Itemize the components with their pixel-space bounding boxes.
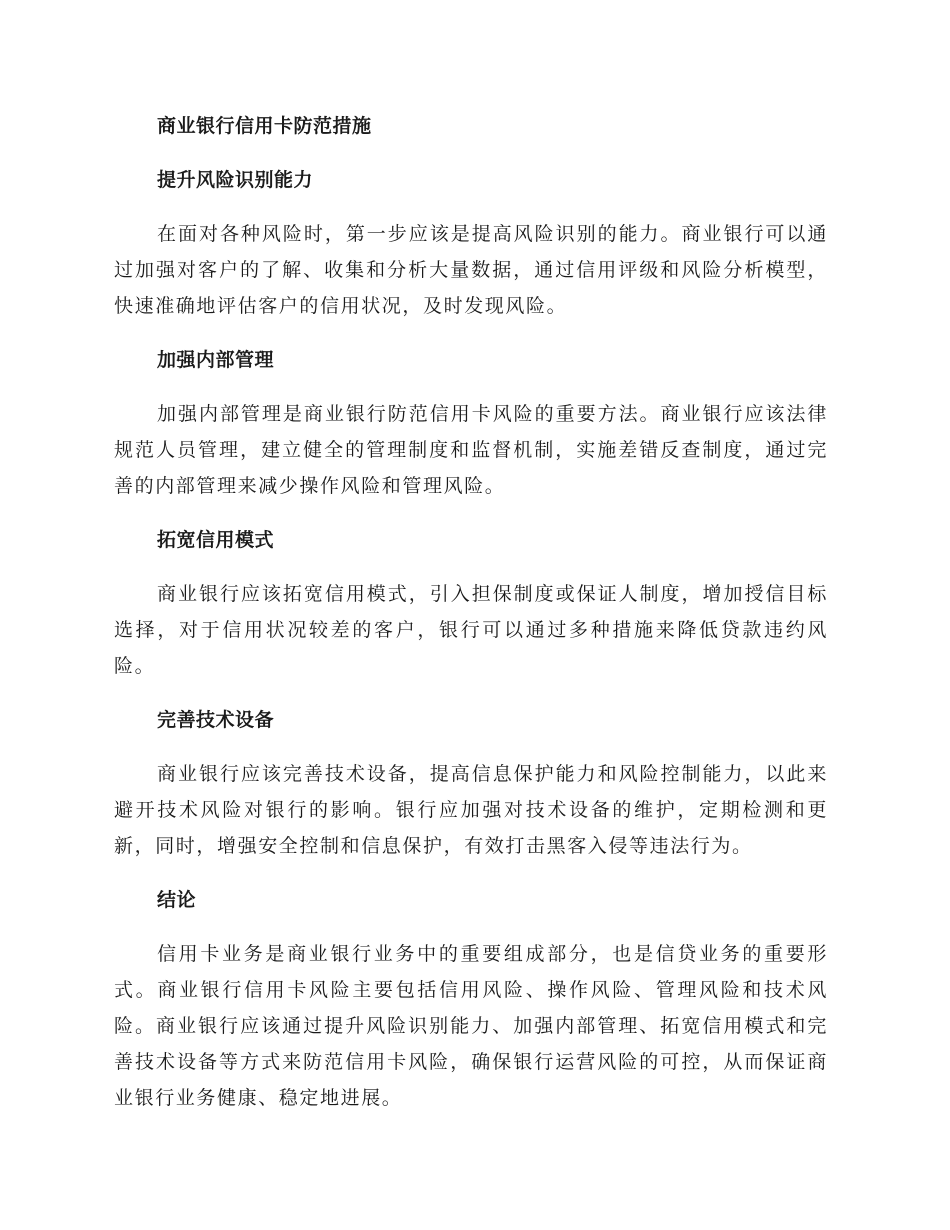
document-title: 商业银行信用卡防范措施 <box>157 115 372 137</box>
section-credit-model <box>114 522 828 684</box>
section-heading: 完善技术设备 <box>157 709 275 731</box>
section-paragraph: 商业银行应该拓宽信用模式，引入担保制度或保证人制度，增加授信目标选择，对于信用状况较差的客户，银行可以通过多种措施来降低贷款违约风险。 <box>114 583 828 677</box>
section-paragraph: 商业银行应该完善技术设备，提高信息保护能力和风险控制能力，以此来避开技术风险对银行的影响。银行应加强对技术设备的维护，定期检测和更新，同时，增强安全控制和信息保护，有效打击黑客入侵等违法行为。 <box>114 763 828 857</box>
section-paragraph: 加强内部管理是商业银行防范信用卡风险的重要方法。商业银行应该法律规范人员管理，建立健全的管理制度和监督机制，实施差错反查制度，通过完善的内部管理来减少操作风险和管理风险。 <box>114 403 828 497</box>
section-heading: 加强内部管理 <box>157 349 275 371</box>
section-paragraph: 信用卡业务是商业银行业务中的重要组成部分，也是信贷业务的重要形式。商业银行信用卡风险主要包括信用风险、操作风险、管理风险和技术风险。商业银行应该通过提升风险识别能力、加强内部管理、拓宽信用模式和完善技术设备等方式来防范信用卡风险，确保银行运营风险的可控，从而保证商业银行业务健康、稳定地进展。 <box>114 943 828 1109</box>
section-heading: 提升风险识别能力 <box>157 169 314 191</box>
section-conclusion <box>114 882 828 1116</box>
section-risk-identification <box>114 162 828 324</box>
section-heading: 拓宽信用模式 <box>157 529 275 551</box>
section-internal-management <box>114 342 828 504</box>
section-technical-equipment <box>114 702 828 864</box>
section-heading: 结论 <box>157 889 197 911</box>
section-paragraph: 在面对各种风险时，第一步应该是提高风险识别的能力。商业银行可以通过加强对客户的了解、收集和分析大量数据，通过信用评级和风险分析模型，快速准确地评估客户的信用状况，及时发现风险。 <box>114 223 828 317</box>
